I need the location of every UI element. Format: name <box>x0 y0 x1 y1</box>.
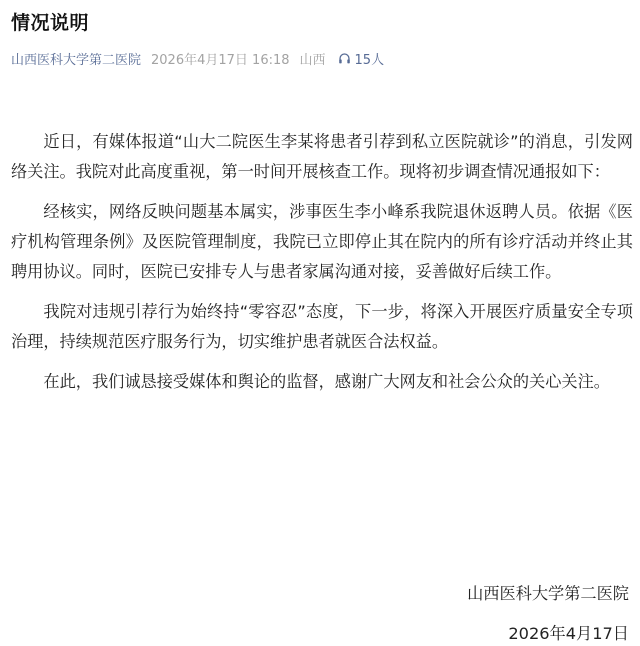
article-body <box>11 127 633 407</box>
account-name-link[interactable]: 山西医科大学第二医院 <box>11 53 142 68</box>
publish-region: 山西 <box>299 53 326 68</box>
paragraph: 在此，我们诚恳接受媒体和舆论的监督，感谢广大网友和社会公众的关心关注。 <box>43 372 610 391</box>
listen-count: 15人 <box>354 53 385 68</box>
publish-datetime: 2026年4月17日 16:18 <box>151 53 290 68</box>
signature-date: 2026年4月17日 <box>508 624 629 643</box>
paragraph: 我院对违规引荐行为始终持“零容忍”态度，下一步，将深入开展医疗质量安全专项治理，持续规范医疗服务行为，切实维护患者就医合法权益。 <box>11 302 633 351</box>
headphones-icon <box>338 52 351 65</box>
paragraph: 近日，有媒体报道“山大二院医生李某将患者引荐到私立医院就诊”的消息，引发网络关注。我院对此高度重视，第一时间开展核查工作。现将初步调查情况通报如下： <box>11 132 633 181</box>
article-meta <box>11 49 384 68</box>
listen-button[interactable] <box>338 49 385 68</box>
paragraph: 经核实，网络反映问题基本属实，涉事医生李小峰系我院退休返聘人员。依据《医疗机构管理条例》及医院管理制度，我院已立即停止其在院内的所有诊疗活动并终止其聘用协议。同时，医院已安排专人与患者家属沟通对接，妥善做好后续工作。 <box>11 202 633 281</box>
article-title: 情况说明 <box>11 12 90 34</box>
signature: 山西医科大学第二医院 <box>467 584 629 603</box>
